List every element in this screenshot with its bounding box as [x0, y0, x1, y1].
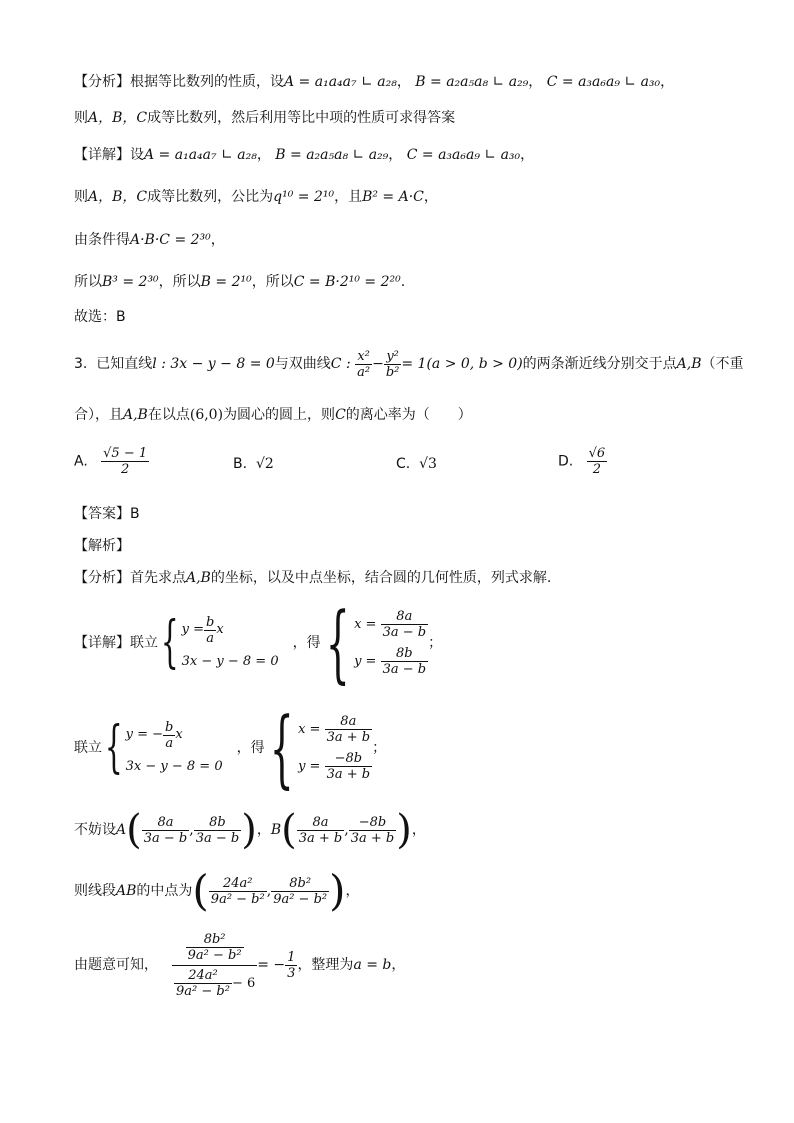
text: 合），且	[74, 407, 123, 423]
left-brace: {	[104, 715, 123, 780]
punct: ，	[256, 822, 271, 838]
punct: ；	[372, 740, 387, 756]
detail-line-2	[74, 187, 438, 207]
option-d[interactable]	[558, 446, 607, 477]
analysis-tag: 【分析】	[74, 74, 130, 90]
curve-name: C :	[330, 356, 351, 372]
midpoint-line: 则线段 AB 的中点为 ( $\frac{\text{24a²}}{\text{9a² − b²}}$ , $\frac{\text{8b²}}{\text{9a² − b²}}$ ) ，	[74, 866, 360, 915]
relation-formula: B² = A·C	[362, 189, 424, 205]
text: 的中点为	[136, 883, 193, 899]
one-third: $\frac{1}{3}$	[287, 949, 296, 981]
detail-tag: 【详解】	[74, 635, 130, 651]
formula-B: B = a₂a₅a₈ ∟ a₂₉	[415, 74, 529, 90]
text: ，得	[236, 740, 265, 756]
text: 与双曲线	[274, 356, 331, 372]
text: ，且	[334, 189, 363, 205]
left-brace: {	[269, 699, 294, 797]
fraction-x2-a2: $\frac{\text{x²}}{\text{a²}}$	[357, 348, 371, 380]
question-3-line-2	[74, 405, 472, 425]
answer-tag: 【答案】	[74, 506, 130, 522]
option-b[interactable]	[233, 456, 274, 472]
detail-line-3	[74, 230, 225, 250]
analysis-text: 根据等比数列的性质，设	[130, 74, 284, 90]
text: ，所以	[158, 274, 201, 290]
points: A,B	[123, 407, 148, 423]
option-label: B.	[233, 456, 248, 472]
text: 的两条渐近线分别交于点	[522, 356, 677, 372]
variables: A，B，C	[88, 189, 148, 205]
analysis-line-1: 【分析】根据等比数列的性质，设A = a₁a₄a₇ ∟ a₂₈， B = a₂a₅a₈ ∟ a₂₉， C = a₃a₆a₉ ∟ a₃₀，	[74, 74, 675, 90]
detail-system-1	[74, 594, 443, 692]
ratio-formula: q¹⁰ = 2¹⁰	[273, 189, 335, 205]
option-a[interactable]	[74, 446, 149, 477]
text: 在以点	[147, 407, 190, 423]
text: 已知直线	[96, 356, 153, 372]
segment: AB	[116, 883, 137, 899]
option-value: √2	[255, 456, 274, 472]
equation-system: y = − $\frac{b}{a}$ x 3x − y − 8 = 0	[125, 719, 223, 774]
equation-system: y = $\frac{b}{a}$ x 3x − y − 8 = 0	[181, 614, 279, 669]
formula: C = B·2¹⁰ = 2²⁰	[293, 274, 401, 290]
punct: ，	[423, 189, 438, 205]
line-equation: l : 3x − y − 8 = 0	[152, 356, 275, 372]
text: 成等比数列，公比为	[147, 189, 274, 205]
text: 不妨设	[74, 822, 116, 838]
option-label: A.	[74, 453, 88, 470]
final-equation-line	[74, 924, 405, 1006]
analysis-tag: 【分析】	[74, 570, 130, 586]
text: ，所以	[251, 274, 294, 290]
formula: B = 2¹⁰	[200, 274, 252, 290]
point-A: A	[116, 822, 127, 838]
text: 联立	[74, 740, 102, 756]
text: 则	[74, 110, 88, 126]
text: 则线段	[74, 883, 116, 899]
text: 的坐标，以及中点坐标，结合圆的几何性质，列式求解.	[210, 570, 552, 586]
analysis-line-2	[74, 108, 455, 128]
choice-line: 故选：B	[74, 309, 126, 325]
center-point: (6,0)	[189, 407, 224, 423]
curve-name: C	[335, 407, 346, 423]
formula-C: C = a₃a₆a₉ ∟ a₃₀	[546, 74, 661, 90]
left-brace: {	[325, 594, 350, 692]
point-B: B	[270, 822, 282, 838]
text: ，得	[292, 635, 321, 651]
detail-system-2	[74, 699, 387, 797]
option-a-fraction: $\frac{√5 - 1}{2}$	[103, 446, 148, 477]
question-number: 3.	[74, 356, 88, 372]
formula-A: A = a₁a₄a₇ ∟ a₂₈	[284, 74, 397, 90]
text: 设	[130, 147, 144, 163]
answer-value: B	[130, 506, 140, 522]
option-value: √3	[419, 456, 437, 472]
compound-fraction: $\frac{\text{8b²}}{\text{9a² − b²}}$ $\frac{\text{24a²}}{\text{9a² − b²}}$ − 6	[172, 932, 257, 999]
punct: ，	[391, 957, 406, 973]
option-label: C.	[396, 456, 411, 472]
punct: ，	[210, 232, 225, 248]
punct: ，	[411, 822, 426, 838]
variables: A，B，C	[88, 110, 148, 126]
points: A,B	[676, 356, 702, 372]
punct: .	[400, 274, 406, 290]
text: 由题意可知，	[74, 957, 158, 973]
condition: = 1(a > 0, b > 0)	[401, 356, 523, 372]
assume-points-line: 不妨设 A ( $\frac{8a}{3a - b}$ , $\frac{8b}{3a - b}$ ) ， B ( $\frac{8a}{3a + b}$ , $\frac{-8b}{3a + b}$ ) ，	[74, 807, 426, 853]
analysis-line	[74, 568, 551, 588]
option-c[interactable]	[396, 456, 437, 472]
fraction-y2-b2: $\frac{\text{y²}}{\text{b²}}$	[385, 348, 400, 380]
detail-line-1: 【详解】设A = a₁a₄a₇ ∟ a₂₈， B = a₂a₅a₈ ∟ a₂₉， C = a₃a₆a₉ ∟ a₃₀，	[74, 147, 535, 163]
detail-tag: 【详解】	[74, 147, 130, 163]
text: ，整理为	[297, 957, 354, 973]
text: 的离心率为（ ）	[345, 407, 472, 423]
formula-B: B = a₂a₅a₈ ∟ a₂₉	[275, 147, 389, 163]
formula-A: A = a₁a₄a₇ ∟ a₂₈	[144, 147, 257, 163]
text: 所以	[74, 274, 102, 290]
text: 成等比数列，然后利用等比中项的性质可求得答案	[147, 110, 456, 126]
equals-minus: = −	[257, 957, 286, 973]
option-d-fraction: $\frac{√6}{2}$	[588, 446, 606, 477]
text: 首先求点	[130, 570, 186, 586]
points: A,B	[186, 570, 211, 586]
text: （不重	[701, 356, 744, 372]
formula: B³ = 2³⁰	[102, 274, 159, 290]
question-3-line-1: 3. 已知直线l : 3x − y − 8 = 0与双曲线C : $\frac{\text{x²}}{\text{a²}}$ − $\frac{\text{y²}}{\text{b²}}$ = 1(a > 0, b > 0)的两条渐近线分别交于点A,B（不重	[74, 348, 744, 380]
answer-line	[74, 504, 140, 524]
solution-system: x = $\frac{8a}{3a + b}$ y = $\frac{-8b}{3a + b}$	[298, 714, 371, 782]
text: 联立	[130, 635, 158, 651]
text: 则	[74, 189, 88, 205]
detail-line-4	[74, 272, 405, 292]
punct: ；	[428, 635, 443, 651]
option-label: D.	[558, 453, 574, 470]
solution-system: x = $\frac{8a}{3a - b}$ y = $\frac{8b}{3a - b}$	[354, 609, 427, 677]
text: 由条件得	[74, 232, 130, 248]
left-brace: {	[160, 610, 179, 675]
punct: ，	[345, 883, 360, 899]
formula-C: C = a₃a₆a₉ ∟ a₃₀	[406, 147, 521, 163]
analysis-heading: 【解析】	[74, 538, 130, 554]
product-formula: A·B·C = 2³⁰	[130, 232, 211, 248]
text: 为圆心的圆上，则	[223, 407, 336, 423]
result: a = b	[353, 957, 392, 973]
